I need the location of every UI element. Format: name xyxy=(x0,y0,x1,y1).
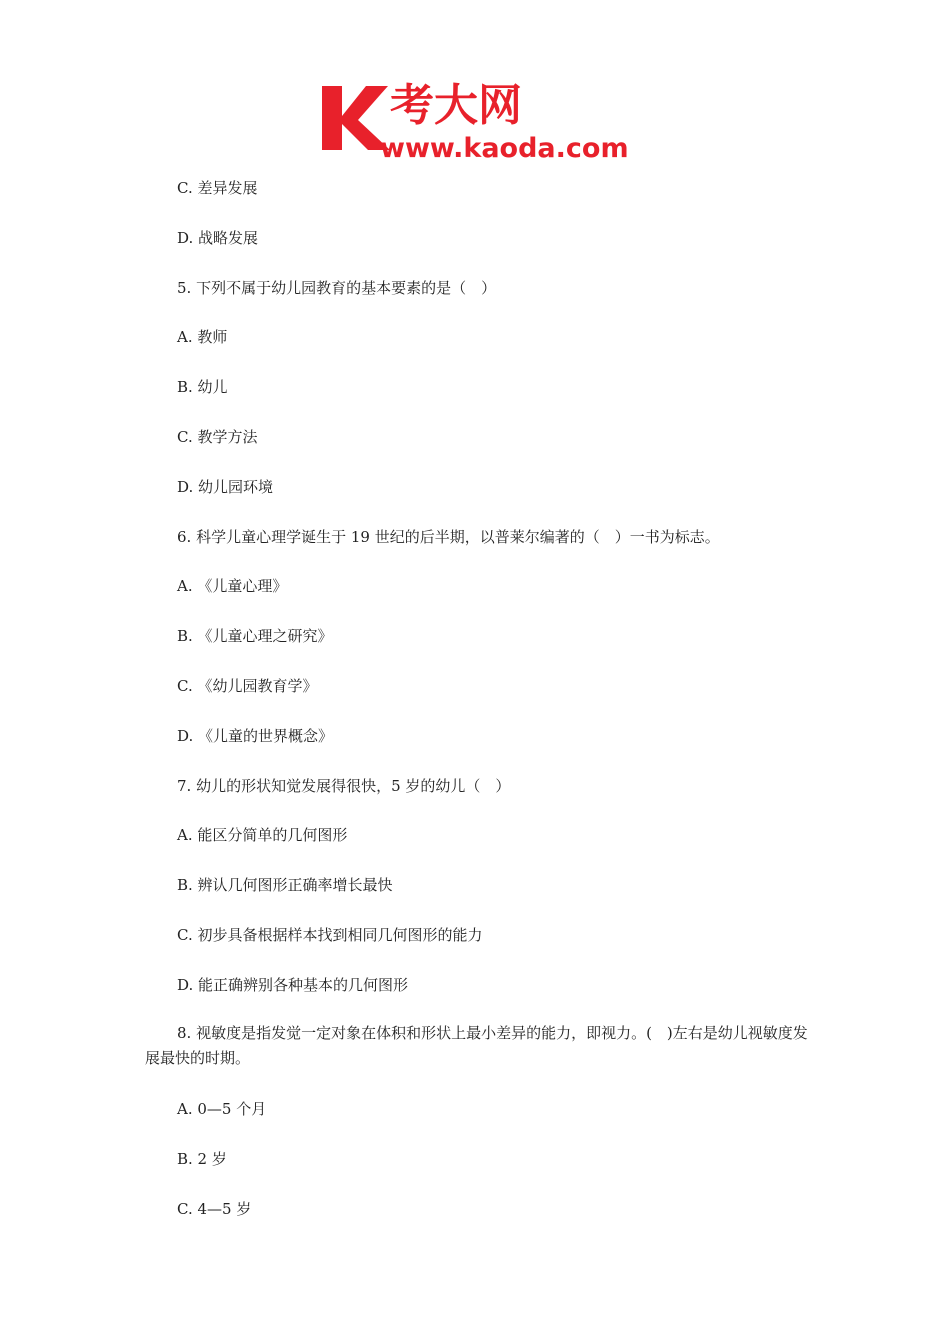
logo-url-text: www.kaoda.com xyxy=(380,133,629,160)
option-c-q5: C. 教学方法 xyxy=(177,428,258,446)
question-7: 7. 幼儿的形状知觉发展得很快，5 岁的幼儿（ ） xyxy=(177,777,511,795)
option-a-q8: A. 0—5 个月 xyxy=(177,1100,267,1118)
option-d-q7: D. 能正确辨别各种基本的几何图形 xyxy=(177,976,409,994)
option-c-q8: C. 4—5 岁 xyxy=(177,1200,252,1218)
option-c-q6: C. 《幼儿园教育学》 xyxy=(177,677,318,695)
option-c-q4: C. 差异发展 xyxy=(177,179,258,197)
option-b-q6: B. 《儿童心理之研究》 xyxy=(177,627,333,645)
option-a-q7: A. 能区分简单的几何图形 xyxy=(177,826,348,844)
question-8: 8. 视敏度是指发觉一定对象在体积和形状上最小差异的能力，即视力。( )左右是幼儿视敏度发展最快的时期。 xyxy=(145,1024,808,1067)
question-6: 6. 科学儿童心理学诞生于 19 世纪的后半期，以普莱尔编著的（ ）一书为标志。 xyxy=(177,528,720,546)
option-d-q4: D. 战略发展 xyxy=(177,229,259,247)
kaoda-logo-graphic xyxy=(318,80,640,160)
option-b-q5: B. 幼儿 xyxy=(177,378,228,396)
option-a-q6: A. 《儿童心理》 xyxy=(177,577,288,595)
option-d-q5: D. 幼儿园环境 xyxy=(177,478,274,496)
option-b-q8: B. 2 岁 xyxy=(177,1150,227,1168)
kaoda-logo xyxy=(318,80,640,160)
option-c-q7: C. 初步具备根据样本找到相同几何图形的能力 xyxy=(177,926,483,944)
option-a-q5: A. 教师 xyxy=(177,328,228,346)
option-b-q7: B. 辨认几何图形正确率增长最快 xyxy=(177,876,393,894)
logo-brand-text: 考大网 xyxy=(390,80,522,131)
question-5: 5. 下列不属于幼儿园教育的基本要素的是（ ） xyxy=(177,279,497,297)
option-d-q6: D. 《儿童的世界概念》 xyxy=(177,727,334,745)
